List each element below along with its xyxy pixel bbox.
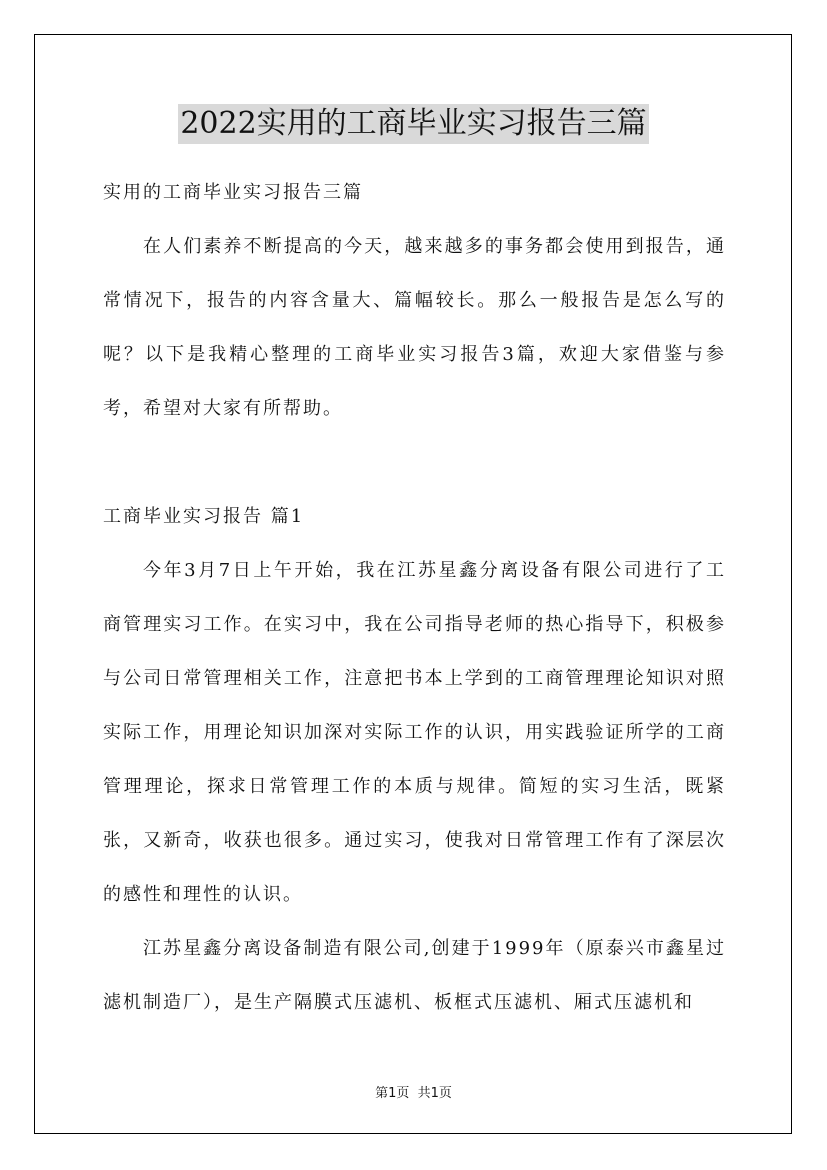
body-paragraph-2: 江苏星鑫分离设备制造有限公司,创建于1999年（原泰兴市鑫星过滤机制造厂），是生产隔膜式压滤机、板框式压滤机、厢式压滤机和 bbox=[103, 938, 726, 1013]
title-wrap bbox=[0, 104, 827, 144]
document-subtitle: 实用的工商毕业实习报告三篇 bbox=[103, 182, 363, 203]
page-footer: 第1页 共1页 bbox=[375, 1086, 452, 1101]
body-paragraph-1: 今年3月7日上午开始，我在江苏星鑫分离设备有限公司进行了工商管理实习工作。在实习中，我在公司指导老师的热心指导下，积极参与公司日常管理相关工作，注意把书本上学到的工商管理理论知识对照实际工作，用理论知识加深对实际工作的认识，用实践验证所学的工商管理理论，探求日常管理工作的本质与规律。简短的实习生活，既紧张，又新奇，收获也很多。通过实习，使我对日常管理工作有了深层次的感性和理性的认识。 bbox=[103, 560, 726, 905]
document-title: 2022实用的工商毕业实习报告三篇 bbox=[178, 104, 648, 144]
section-heading: 工商毕业实习报告 篇1 bbox=[103, 506, 305, 527]
intro-paragraph: 在人们素养不断提高的今天，越来越多的事务都会使用到报告，通常情况下，报告的内容含量大、篇幅较长。那么一般报告是怎么写的呢？以下是我精心整理的工商毕业实习报告3篇，欢迎大家借鉴与参考，希望对大家有所帮助。 bbox=[103, 236, 726, 419]
